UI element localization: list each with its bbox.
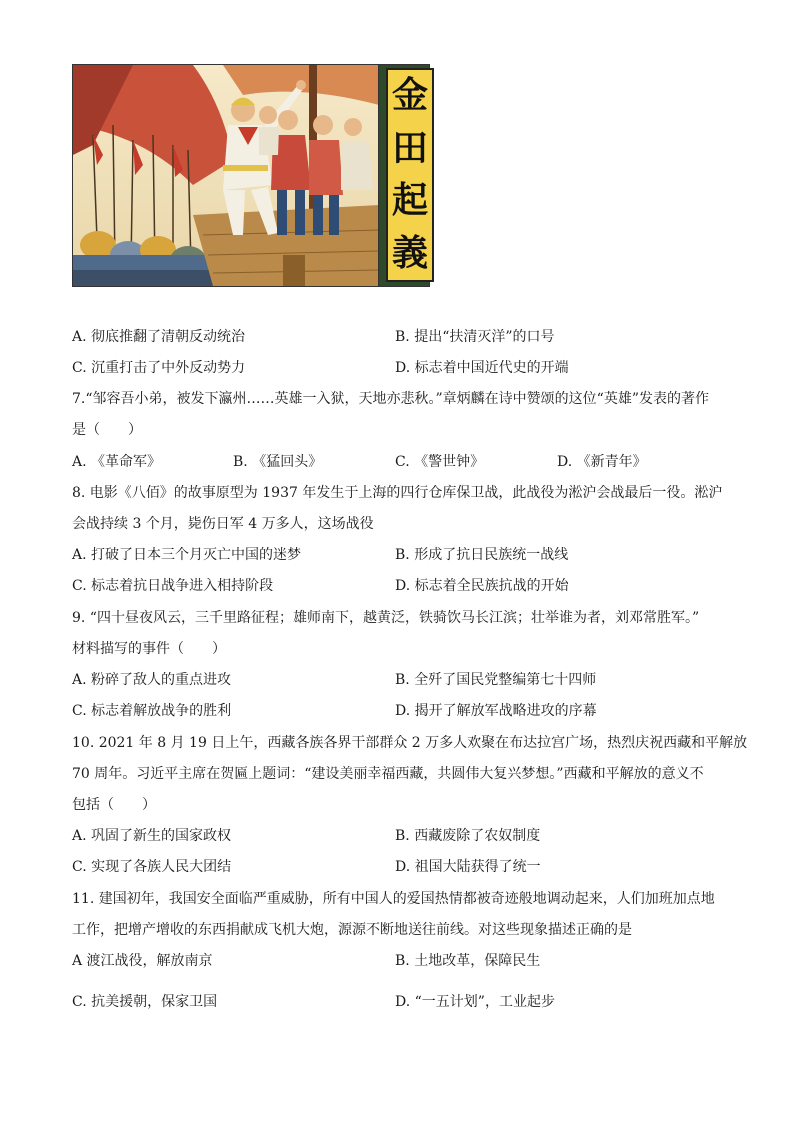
jintian-uprising-illustration	[72, 64, 428, 285]
q9-stem-line2: 材料描写的事件（ ）	[72, 641, 226, 657]
q8-stem-line2: 会战持续 3 个月，毙伤日军 4 万多人，这场战役	[72, 516, 374, 532]
q11-stem-line2: 工作，把增产增收的东西捐献成飞机大炮，源源不断地送往前线。对这些现象描述正确的是	[72, 922, 632, 938]
title-plaque	[386, 68, 434, 282]
q8-stem-line1: 8. 电影《八佰》的故事原型为 1937 年发生于上海的四行仓库保卫战，此战役为淞沪会战最后一役。淞沪	[72, 485, 723, 501]
title-char: 義	[391, 232, 428, 274]
q7-option-c: C. 《警世钟》	[395, 454, 485, 470]
q8-option-b: B. 形成了抗日民族统一战线	[395, 547, 569, 563]
q9-option-d: D. 揭开了解放军战略进攻的序幕	[395, 703, 597, 719]
title-char: 金	[391, 75, 428, 117]
q6-option-a: A. 彻底推翻了清朝反动统治	[72, 329, 246, 345]
q6-option-d: D. 标志着中国近代史的开端	[395, 360, 569, 376]
q7-stem-line2: 是（ ）	[72, 422, 142, 438]
q11-option-c: C. 抗美援朝，保家卫国	[72, 994, 218, 1010]
q10-option-a: A. 巩固了新生的国家政权	[72, 828, 232, 844]
q9-stem-line1: 9. “四十昼夜风云，三千里路征程；雄师南下，越黄泛，铁骑饮马长江滨；壮举谁为者，刘邓常胜军。”	[72, 610, 700, 626]
q8-option-a: A. 打破了日本三个月灭亡中国的迷梦	[72, 547, 302, 563]
q6-option-b: B. 提出“扶清灭洋”的口号	[395, 329, 555, 345]
q9-option-a: A. 粉碎了敌人的重点进攻	[72, 672, 232, 688]
q7-option-b: B. 《猛回头》	[233, 454, 323, 470]
q10-stem-line1: 10. 2021 年 8 月 19 日上午，西藏各族各界干部群众 2 万多人欢聚在布达拉宫广场，热烈庆祝西藏和平解放	[72, 735, 748, 751]
title-char: 田	[391, 127, 428, 169]
title-panel	[378, 64, 430, 287]
q10-stem-line3: 包括（ ）	[72, 797, 156, 813]
q10-stem-line2: 70 周年。习近平主席在贺匾上题词：“建设美丽幸福西藏，共圆伟大复兴梦想。”西藏和平解放的意义不	[72, 766, 704, 782]
q10-option-d: D. 祖国大陆获得了统一	[395, 859, 541, 875]
q8-option-c: C. 标志着抗日战争进入相持阶段	[72, 578, 274, 594]
q9-option-b: B. 全歼了国民党整编第七十四师	[395, 672, 597, 688]
q7-option-a: A. 《革命军》	[72, 454, 162, 470]
q9-option-c: C. 标志着解放战争的胜利	[72, 703, 232, 719]
q11-option-d: D. “一五计划”，工业起步	[395, 994, 555, 1010]
q7-option-d: D. 《新青年》	[557, 454, 647, 470]
q11-option-a: A 渡江战役，解放南京	[72, 953, 213, 969]
q7-stem-line1: 7.“邹容吾小弟，被发下瀛州……英雄一入狱，天地亦悲秋。”章炳麟在诗中赞颂的这位“英雄”发表的著作	[72, 391, 709, 407]
q10-option-c: C. 实现了各族人民大团结	[72, 859, 232, 875]
q11-stem-line1: 11. 建国初年，我国安全面临严重威胁，所有中国人的爱国热情都被奇迹般地调动起来，人们加班加点地	[72, 891, 715, 907]
q6-option-c: C. 沉重打击了中外反动势力	[72, 360, 246, 376]
q10-option-b: B. 西藏废除了农奴制度	[395, 828, 541, 844]
q8-option-d: D. 标志着全民族抗战的开始	[395, 578, 569, 594]
uprising-scene-picture	[72, 64, 380, 287]
q11-option-b: B. 土地改革，保障民生	[395, 953, 541, 969]
title-char: 起	[391, 180, 428, 222]
